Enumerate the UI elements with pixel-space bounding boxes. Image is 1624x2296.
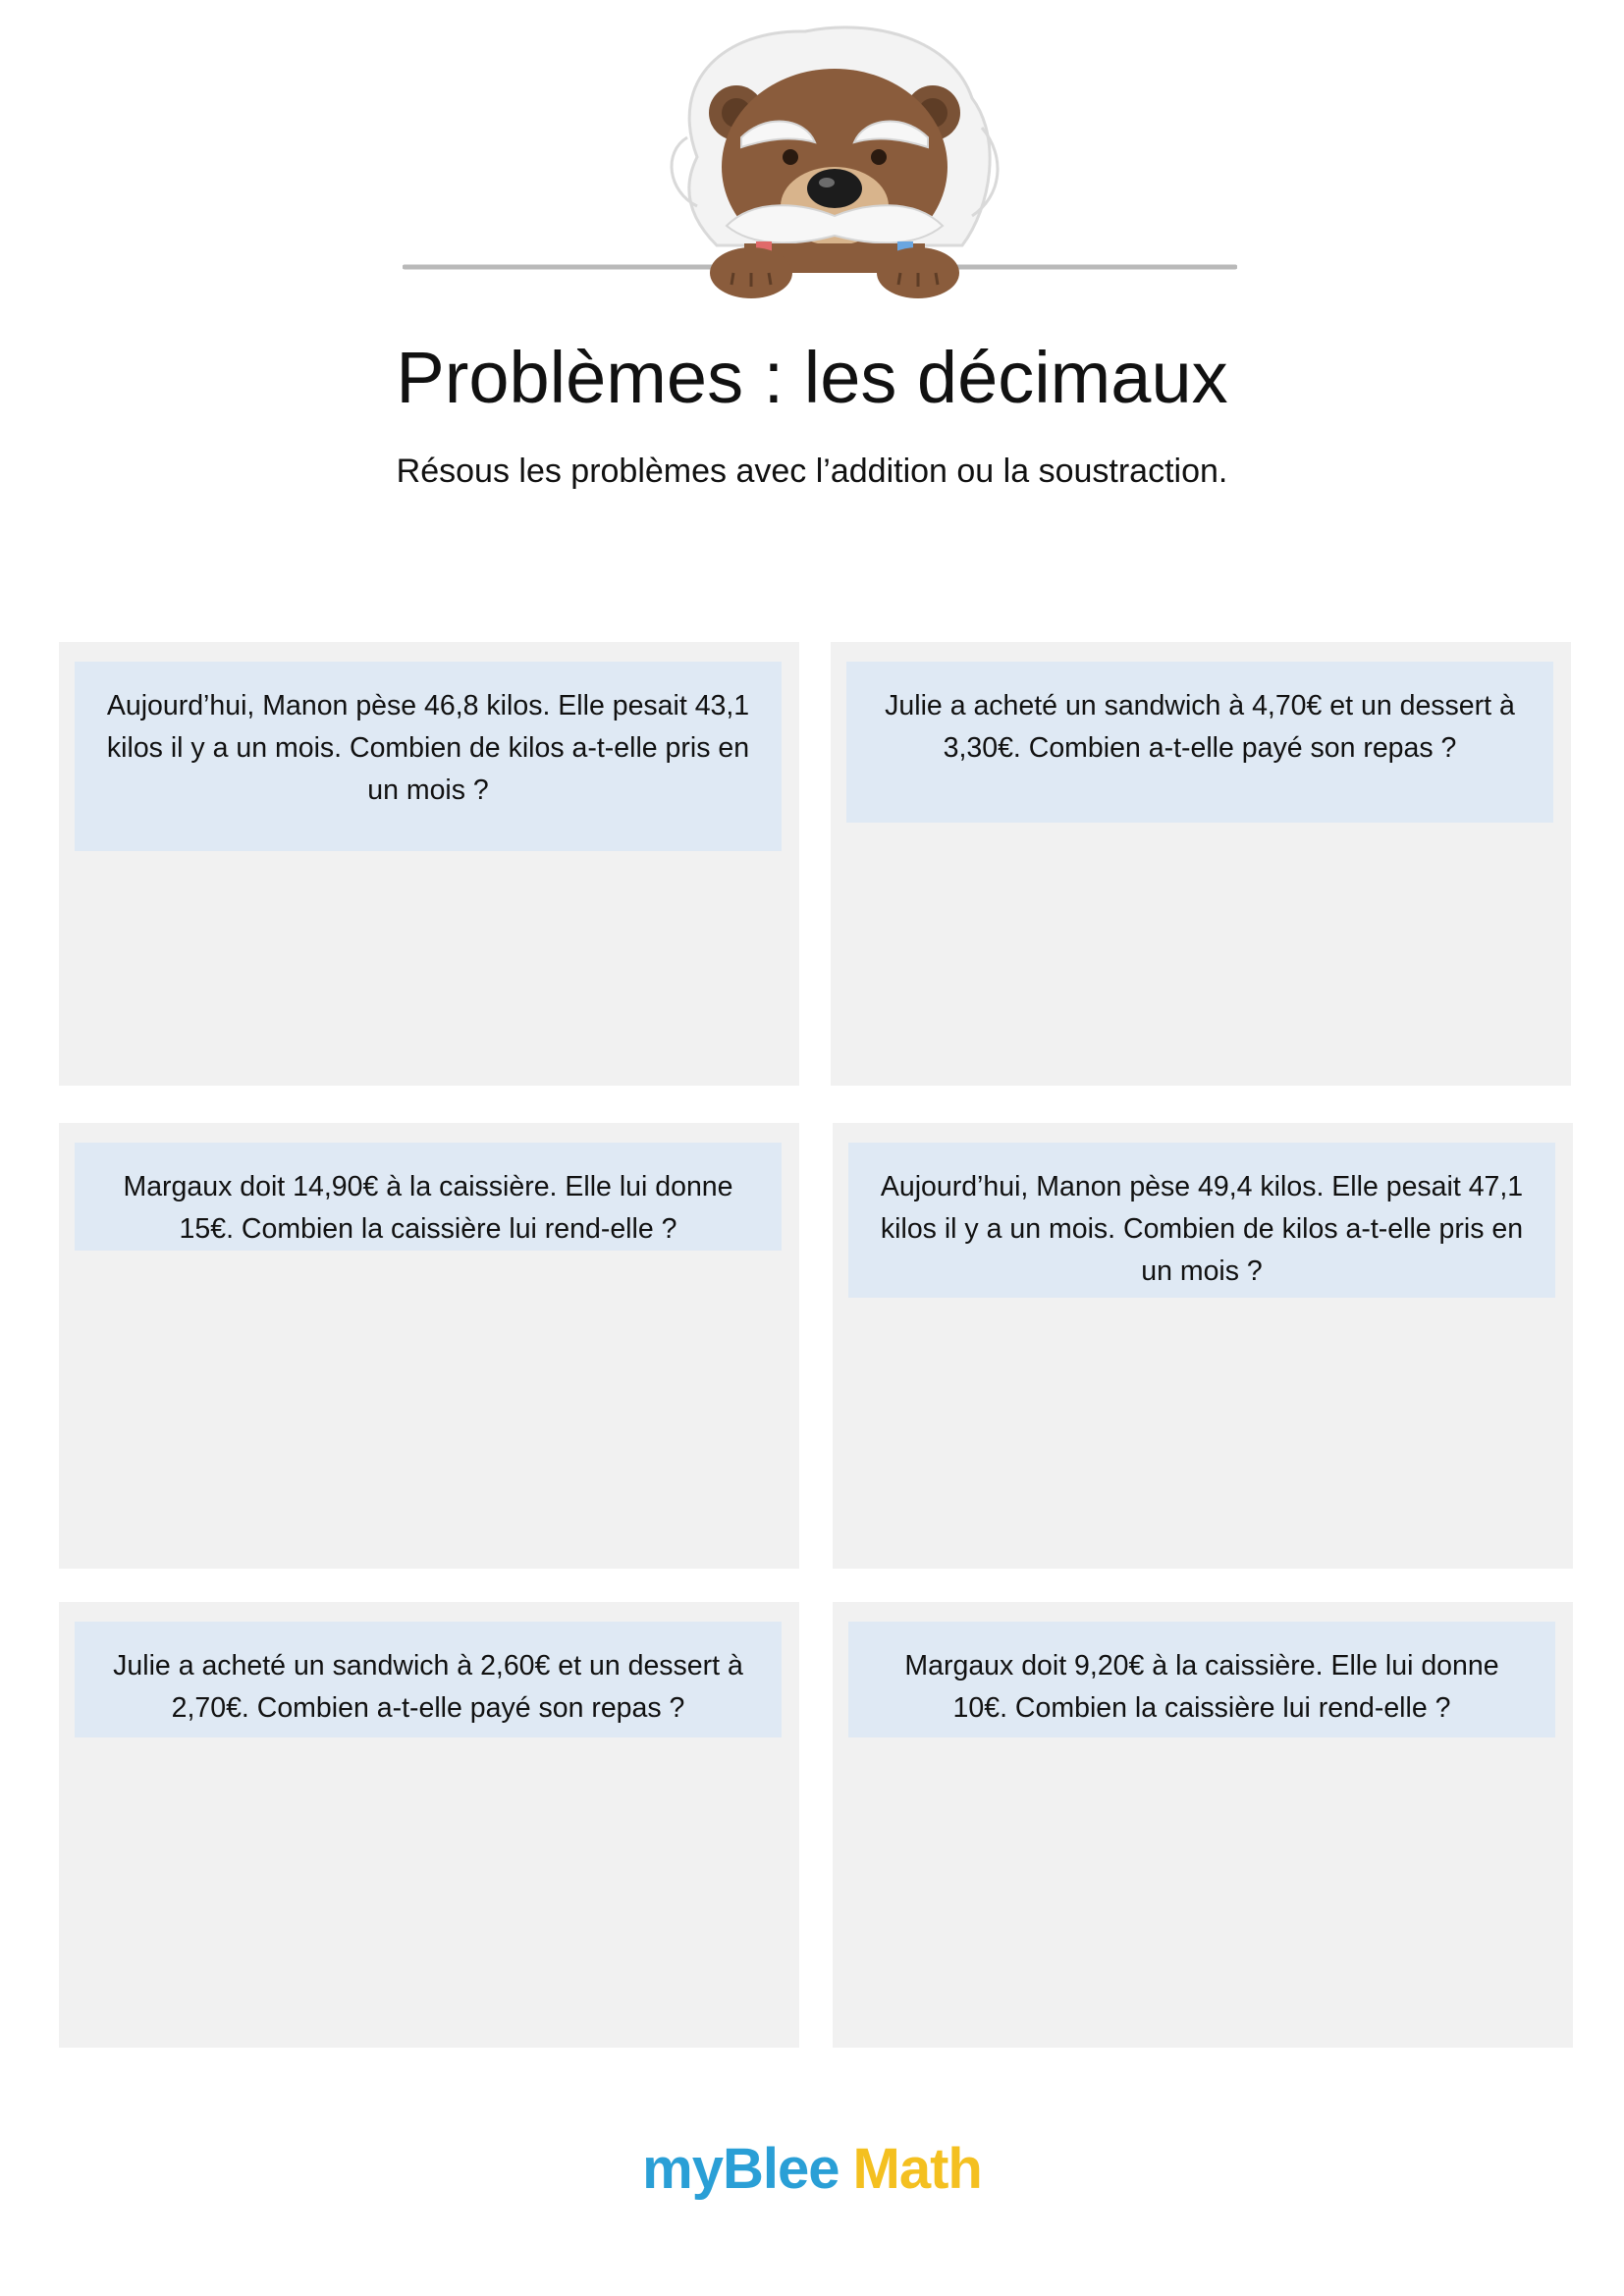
logo-my: my xyxy=(642,2137,723,2201)
problem-card-6 xyxy=(833,1602,1573,2048)
problem-card-2 xyxy=(831,642,1571,1086)
problem-text-3: Margaux doit 14,90€ à la caissière. Elle lui donne 15€. Combien la caissière lui rend-elle ? xyxy=(75,1143,782,1251)
problem-text-5: Julie a acheté un sandwich à 2,60€ et un dessert à 2,70€. Combien a-t-elle payé son repas ? xyxy=(75,1622,782,1737)
problem-text-6: Margaux doit 9,20€ à la caissière. Elle lui donne 10€. Combien la caissière lui rend-elle ? xyxy=(848,1622,1555,1737)
mybleemath-logo xyxy=(0,2135,1624,2204)
bear-mascot-illustration xyxy=(403,20,1237,304)
problem-card-4 xyxy=(833,1123,1573,1569)
problem-text-1: Aujourd’hui, Manon pèse 46,8 kilos. Elle pesait 43,1 kilos il y a un mois. Combien de kilos a-t-elle pris en un mois ? xyxy=(75,662,782,851)
logo-math: Math xyxy=(852,2137,982,2201)
logo-blee: Blee xyxy=(722,2137,839,2201)
problem-card-1 xyxy=(59,642,799,1086)
problem-text-4: Aujourd’hui, Manon pèse 49,4 kilos. Elle pesait 47,1 kilos il y a un mois. Combien de kilos a-t-elle pris en un mois ? xyxy=(848,1143,1555,1298)
problem-card-5 xyxy=(59,1602,799,2048)
page-instructions: Résous les problèmes avec l’addition ou la soustraction. xyxy=(396,453,1228,490)
problem-card-3 xyxy=(59,1123,799,1569)
page-title: Problèmes : les décimaux xyxy=(396,337,1228,418)
problem-text-2: Julie a acheté un sandwich à 4,70€ et un dessert à 3,30€. Combien a-t-elle payé son repas ? xyxy=(846,662,1553,823)
nose-icon xyxy=(807,169,862,208)
